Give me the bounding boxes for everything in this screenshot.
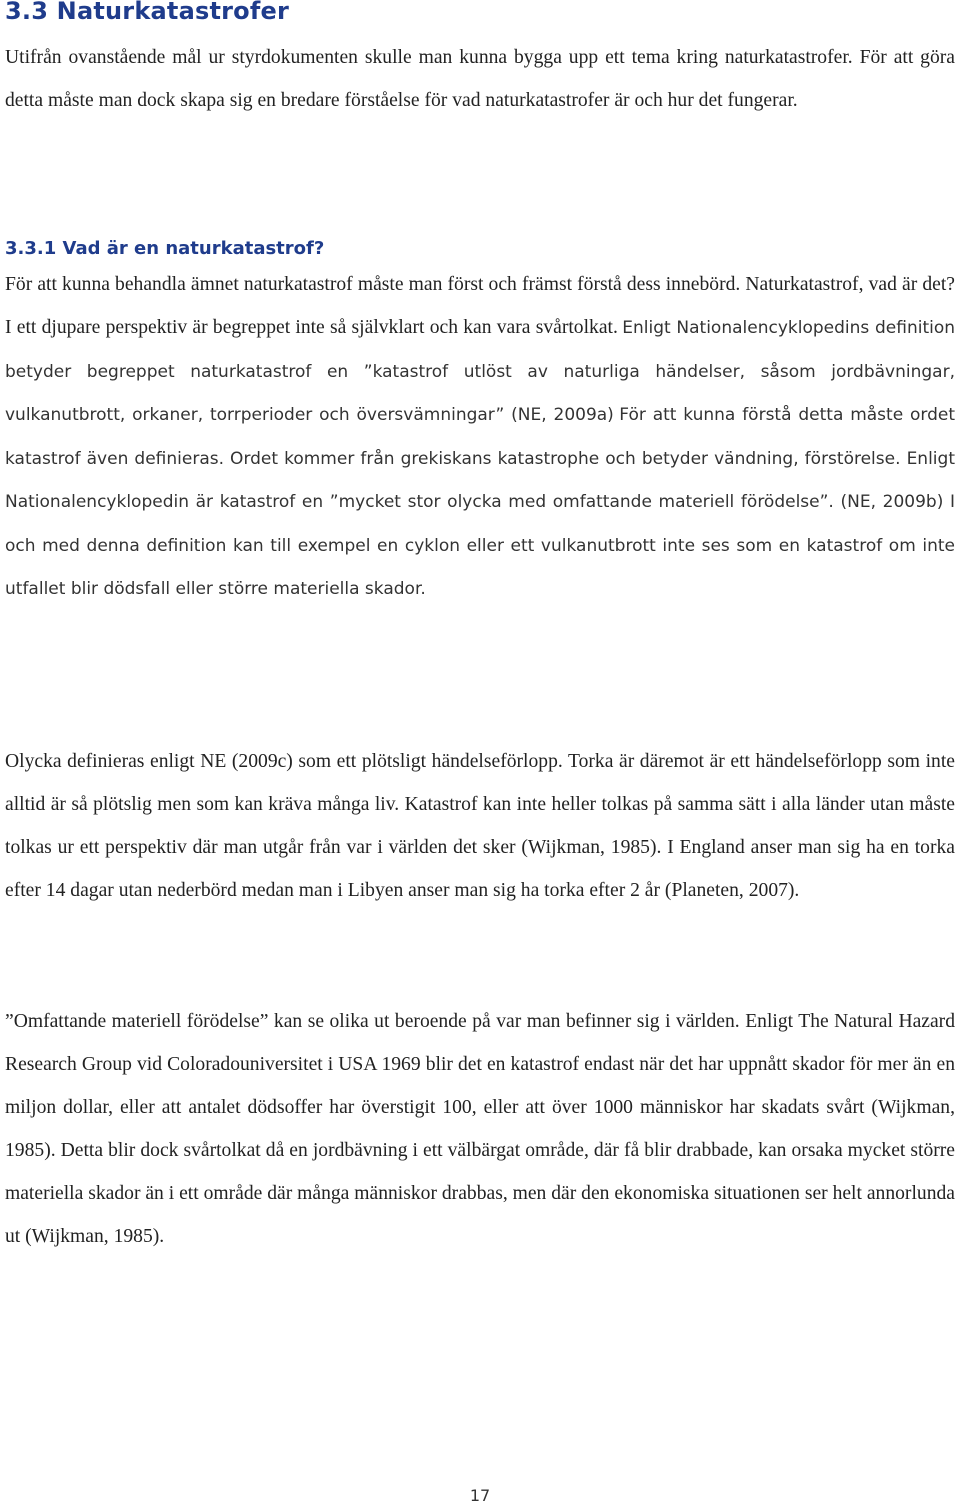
subsection-heading: 3.3.1 Vad är en naturkatastrof? [5, 238, 325, 259]
intro-paragraph: Utifrån ovanstående mål ur styrdokumenten skulle man kunna bygga upp ett tema kring naturkatastrofer. För att göra detta måste man dock skapa sig en bredare förståelse för vad naturkatastrofer är och hur det fungerar. [5, 47, 955, 111]
omfattande-paragraph: ”Omfattande materiell förödelse” kan se olika ut beroende på var man befinner sig i världen. Enligt The Natural Hazard Research Group vid Coloradouniversitet i USA 1969 blir det en katastrof endast när det har uppnått skador för mer än en miljon dollar, eller att antalet dödsoffer har överstigit 100, eller att över 1000 människor har skadats svårt (Wijkman, 1985). Detta blir dock svårtolkat då en jordbävning i ett välbärgat område, där få blir drabbade, kan orsaka mycket större materiella skador än i ett område där många människor drabbas, men där den ekonomiska situationen ser helt annorlunda ut (Wijkman, 1985). [5, 1011, 955, 1247]
definition-continuation-text: För att kunna förstå detta måste ordet katastrof även definieras. Ordet kommer från grekiskans katastrophe och betyder vändning, förstörelse. Enligt Nationalencyklopedin är katastrof en ”mycket stor olycka med omfattande materiell förödelse”. (NE, 2009b) I och med denna definition kan till exempel en cyklon eller ett vulkanutbrott inte ses som en katastrof om inte utfallet blir dödsfall eller större materiella skador. [5, 405, 956, 599]
olycka-paragraph: Olycka definieras enligt NE (2009c) som ett plötsligt händelseförlopp. Torka är däremot är ett händelseförlopp som inte alltid är så plötslig men som kan kräva många liv. Katastrof kan inte heller tolkas på samma sätt i alla länder utan måste tolkas ur ett perspektiv där man utgår från var i världen det sker (Wijkman, 1985). I England anser man sig ha en torka efter 14 dagar utan nederbörd medan man i Libyen anser man sig ha torka efter 2 år (Planeten, 2007). [5, 751, 955, 901]
definition-quote-text: Enligt Nationalencyklopedins definition betyder begreppet naturkatastrof en ”katastrof utlöst av naturliga händelser, såsom jordbävningar, vulkanutbrott, orkaner, torrperioder och översvämningar” (NE, 2009a) [5, 318, 956, 425]
page-number: 17 [469, 1486, 491, 1505]
definition-paragraph [5, 263, 955, 612]
section-heading: 3.3 Naturkatastrofer [5, 0, 290, 25]
definition-intro-text: För att kunna behandla ämnet naturkatastrof måste man först och främst förstå dess innebörd. Naturkatastrof, vad är det? I ett djupare perspektiv är begreppet inte så självklart och kan vara svårtolkat. [5, 274, 955, 338]
